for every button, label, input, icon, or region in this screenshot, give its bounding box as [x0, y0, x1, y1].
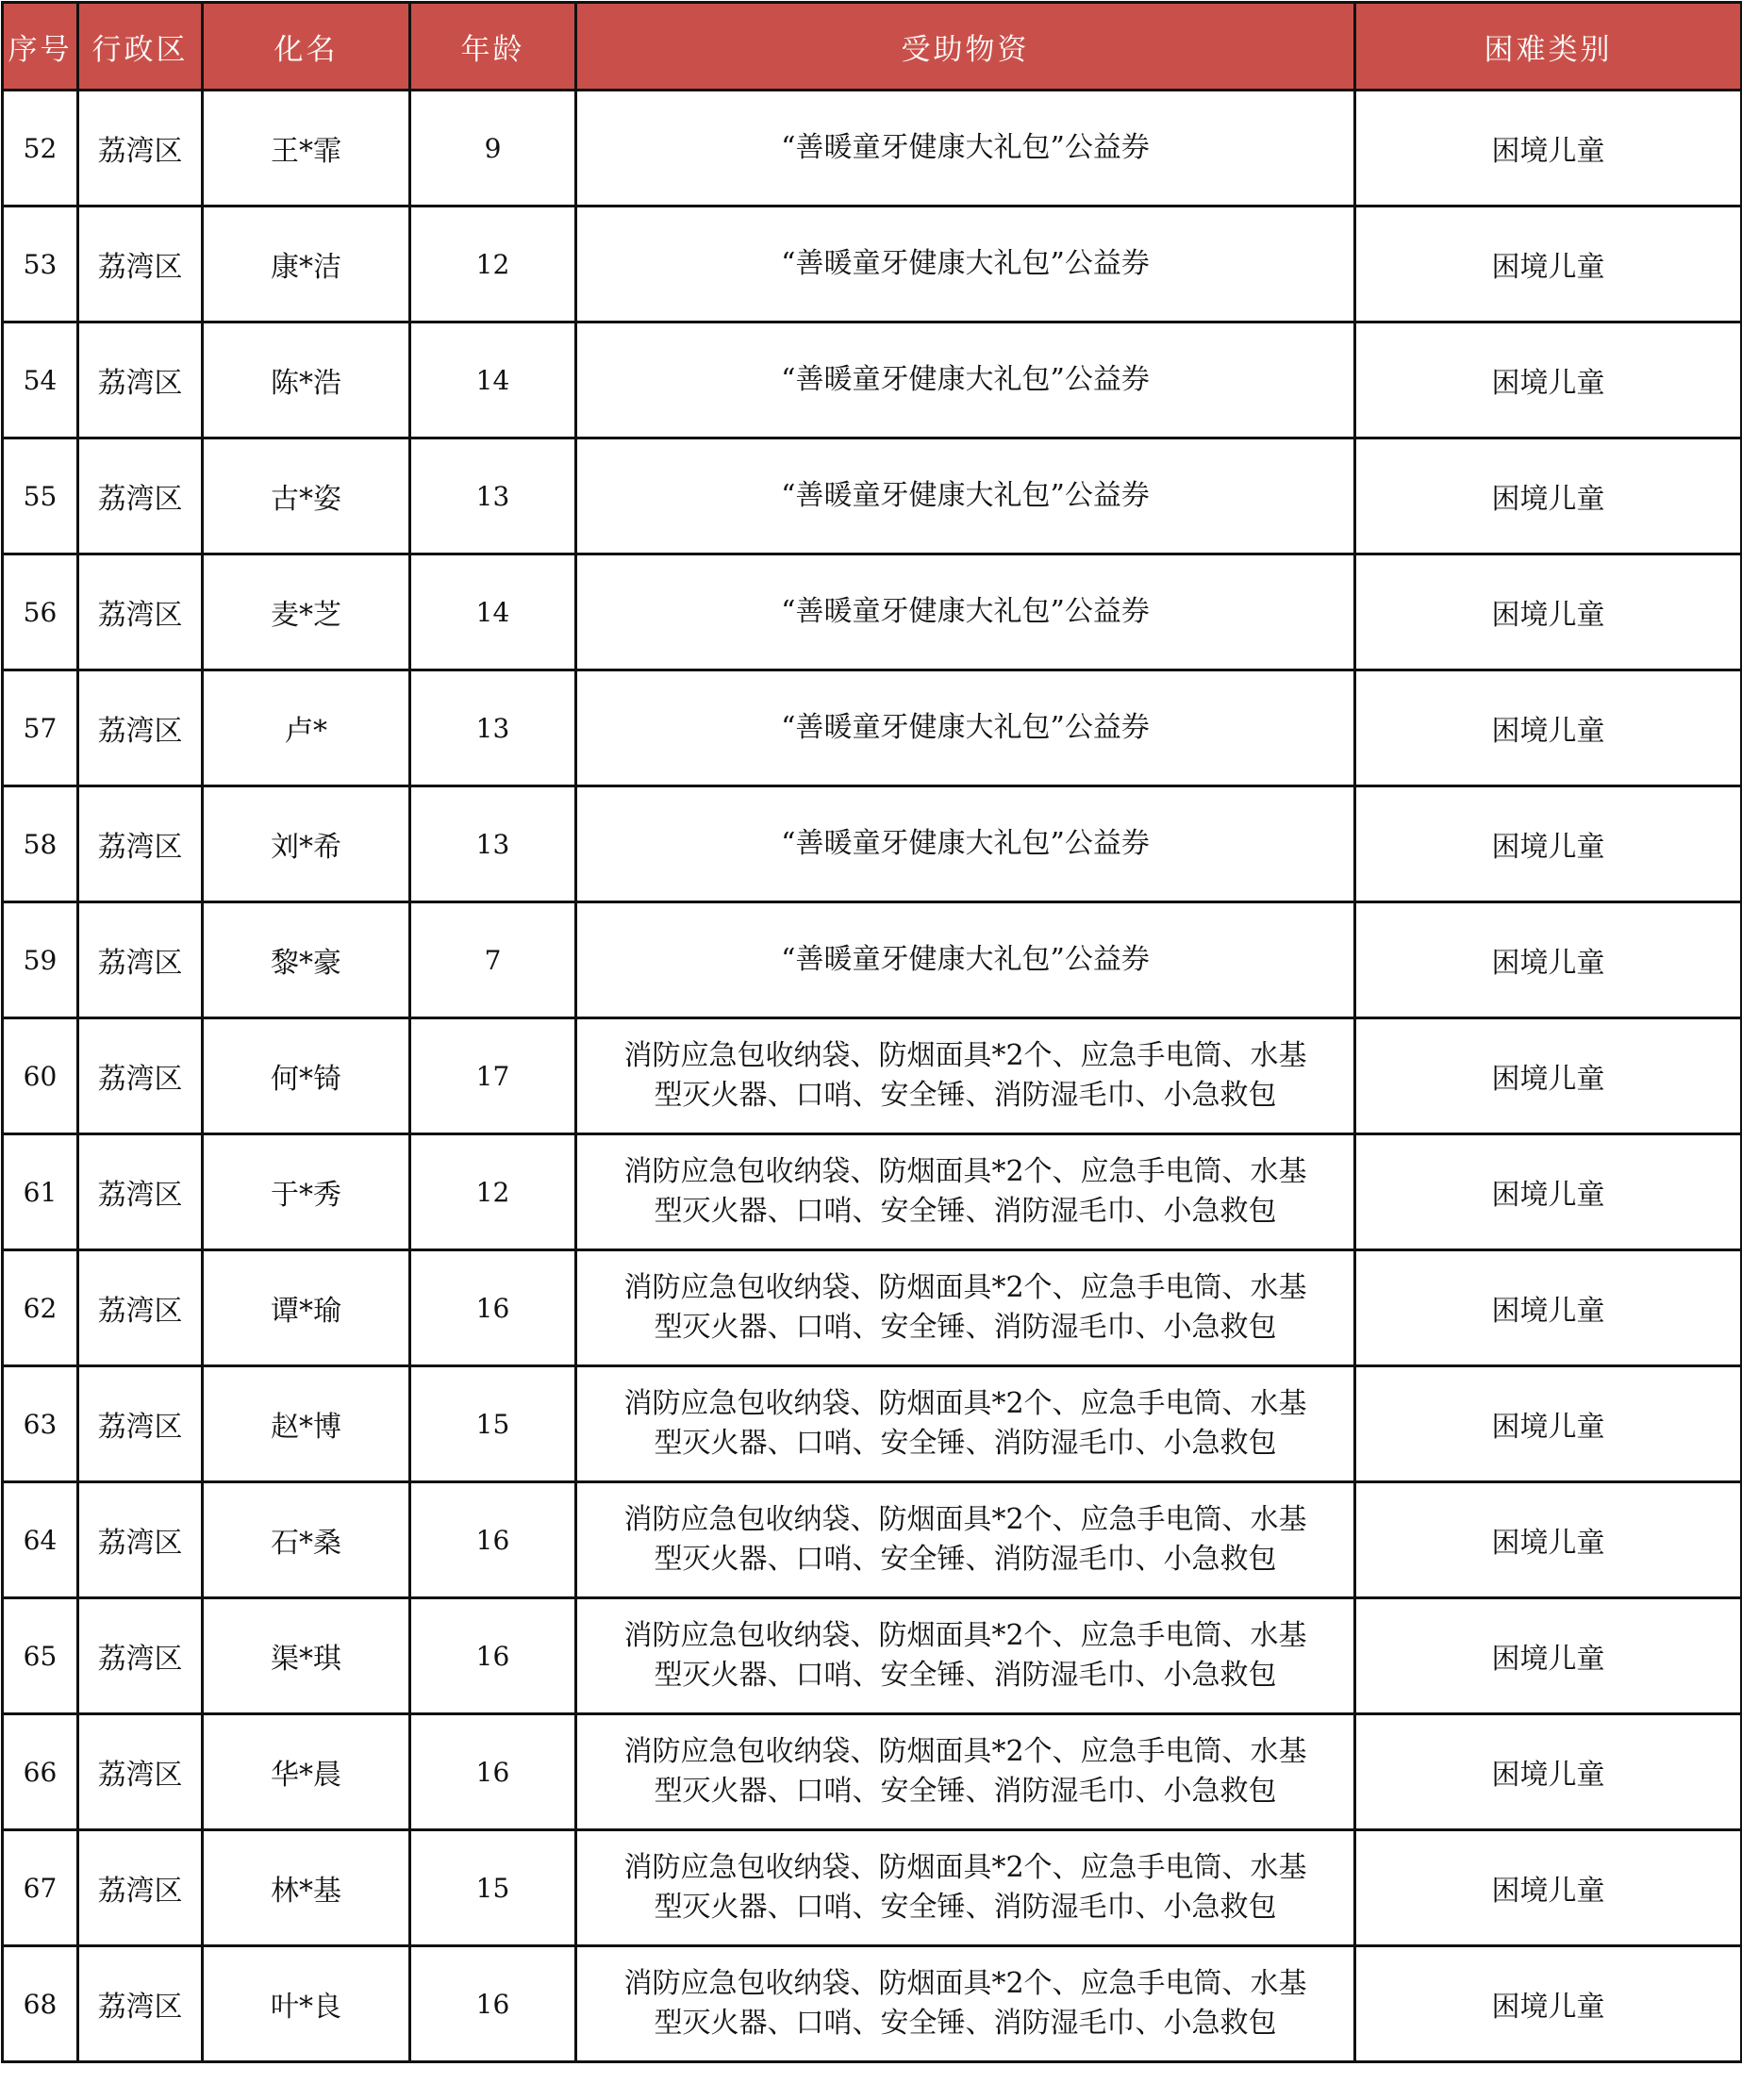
cell-category: 困境儿童 — [1355, 1598, 1742, 1714]
cell-age: 13 — [410, 438, 576, 554]
cell-age: 9 — [410, 91, 576, 207]
cell-alias: 刘*希 — [203, 786, 410, 902]
cell-items — [576, 322, 1355, 438]
items-line-1: “善暖童牙健康大礼包”公益券 — [781, 479, 1150, 512]
header-age: 年龄 — [410, 3, 576, 91]
cell-items — [576, 1714, 1355, 1830]
cell-age: 16 — [410, 1946, 576, 2062]
table-body — [3, 91, 1742, 2062]
cell-category: 困境儿童 — [1355, 438, 1742, 554]
cell-age: 12 — [410, 1134, 576, 1250]
table-row — [3, 1714, 1742, 1830]
cell-district: 荔湾区 — [78, 1134, 203, 1250]
items-line-2: 型灭火器、口哨、安全锤、消防湿毛巾、小急救包 — [654, 1775, 1277, 1808]
cell-seq: 56 — [3, 554, 78, 670]
table-row — [3, 902, 1742, 1018]
cell-items — [576, 207, 1355, 322]
items-line-1: 消防应急包收纳袋、防烟面具*2个、应急手电筒、水基 — [623, 1851, 1307, 1884]
items-line-2: 型灭火器、口哨、安全锤、消防湿毛巾、小急救包 — [654, 1891, 1277, 1924]
cell-category: 困境儿童 — [1355, 1250, 1742, 1366]
cell-seq: 61 — [3, 1134, 78, 1250]
cell-category: 困境儿童 — [1355, 91, 1742, 207]
items-line-1: “善暖童牙健康大礼包”公益券 — [781, 131, 1150, 164]
items-line-2: 型灭火器、口哨、安全锤、消防湿毛巾、小急救包 — [654, 2007, 1277, 2040]
cell-seq: 64 — [3, 1482, 78, 1598]
cell-alias: 林*基 — [203, 1830, 410, 1946]
cell-alias: 麦*芝 — [203, 554, 410, 670]
cell-alias: 何*锜 — [203, 1018, 410, 1134]
table-row — [3, 1250, 1742, 1366]
header-district: 行政区 — [78, 3, 203, 91]
items-line-1: 消防应急包收纳袋、防烟面具*2个、应急手电筒、水基 — [623, 1503, 1307, 1536]
cell-age: 16 — [410, 1250, 576, 1366]
header-category: 困难类别 — [1355, 3, 1742, 91]
header-row — [3, 3, 1742, 91]
cell-category: 困境儿童 — [1355, 1366, 1742, 1482]
table-row — [3, 1598, 1742, 1714]
cell-items — [576, 1250, 1355, 1366]
cell-seq: 68 — [3, 1946, 78, 2062]
cell-alias: 于*秀 — [203, 1134, 410, 1250]
cell-district: 荔湾区 — [78, 554, 203, 670]
cell-alias: 古*姿 — [203, 438, 410, 554]
items-line-2: 型灭火器、口哨、安全锤、消防湿毛巾、小急救包 — [654, 1659, 1277, 1692]
items-line-2: 型灭火器、口哨、安全锤、消防湿毛巾、小急救包 — [654, 1311, 1277, 1344]
cell-items — [576, 1018, 1355, 1134]
cell-seq: 60 — [3, 1018, 78, 1134]
cell-age: 15 — [410, 1830, 576, 1946]
cell-category: 困境儿童 — [1355, 1830, 1742, 1946]
header-seq: 序号 — [3, 3, 78, 91]
table-row — [3, 1018, 1742, 1134]
cell-seq: 62 — [3, 1250, 78, 1366]
header-alias: 化名 — [203, 3, 410, 91]
cell-items — [576, 1366, 1355, 1482]
cell-category: 困境儿童 — [1355, 554, 1742, 670]
items-line-1: “善暖童牙健康大礼包”公益券 — [781, 247, 1150, 280]
items-line-1: 消防应急包收纳袋、防烟面具*2个、应急手电筒、水基 — [623, 1619, 1307, 1652]
cell-alias: 石*桑 — [203, 1482, 410, 1598]
cell-category: 困境儿童 — [1355, 1018, 1742, 1134]
cell-age: 16 — [410, 1714, 576, 1830]
items-line-1: “善暖童牙健康大礼包”公益券 — [781, 363, 1150, 396]
cell-category: 困境儿童 — [1355, 1482, 1742, 1598]
cell-items — [576, 554, 1355, 670]
cell-age: 14 — [410, 554, 576, 670]
cell-seq: 52 — [3, 91, 78, 207]
table-row — [3, 1134, 1742, 1250]
cell-district: 荔湾区 — [78, 322, 203, 438]
cell-district: 荔湾区 — [78, 1830, 203, 1946]
cell-items — [576, 1946, 1355, 2062]
cell-alias: 赵*博 — [203, 1366, 410, 1482]
cell-district: 荔湾区 — [78, 438, 203, 554]
table-row — [3, 1830, 1742, 1946]
cell-alias: 谭*瑜 — [203, 1250, 410, 1366]
cell-category: 困境儿童 — [1355, 207, 1742, 322]
cell-district: 荔湾区 — [78, 902, 203, 1018]
cell-alias: 卢* — [203, 670, 410, 786]
cell-seq: 65 — [3, 1598, 78, 1714]
table-row — [3, 1482, 1742, 1598]
cell-age: 13 — [410, 786, 576, 902]
cell-district: 荔湾区 — [78, 1250, 203, 1366]
cell-district: 荔湾区 — [78, 1598, 203, 1714]
cell-items — [576, 1482, 1355, 1598]
cell-seq: 58 — [3, 786, 78, 902]
table-row — [3, 786, 1742, 902]
table-row — [3, 1366, 1742, 1482]
items-line-1: “善暖童牙健康大礼包”公益券 — [781, 711, 1150, 744]
cell-age: 7 — [410, 902, 576, 1018]
cell-seq: 67 — [3, 1830, 78, 1946]
cell-items — [576, 438, 1355, 554]
cell-alias: 陈*浩 — [203, 322, 410, 438]
items-line-1: 消防应急包收纳袋、防烟面具*2个、应急手电筒、水基 — [623, 1155, 1307, 1188]
items-line-2: 型灭火器、口哨、安全锤、消防湿毛巾、小急救包 — [654, 1195, 1277, 1228]
cell-district: 荔湾区 — [78, 786, 203, 902]
cell-district: 荔湾区 — [78, 91, 203, 207]
table-row — [3, 322, 1742, 438]
cell-seq: 66 — [3, 1714, 78, 1830]
items-line-2: 型灭火器、口哨、安全锤、消防湿毛巾、小急救包 — [654, 1079, 1277, 1112]
table-row — [3, 1946, 1742, 2062]
items-line-1: “善暖童牙健康大礼包”公益券 — [781, 943, 1150, 976]
cell-items — [576, 1134, 1355, 1250]
items-line-1: “善暖童牙健康大礼包”公益券 — [781, 827, 1150, 860]
cell-alias: 华*晨 — [203, 1714, 410, 1830]
items-line-1: 消防应急包收纳袋、防烟面具*2个、应急手电筒、水基 — [623, 1735, 1307, 1768]
items-line-2: 型灭火器、口哨、安全锤、消防湿毛巾、小急救包 — [654, 1543, 1277, 1576]
items-line-1: 消防应急包收纳袋、防烟面具*2个、应急手电筒、水基 — [623, 1039, 1307, 1072]
cell-alias: 王*霏 — [203, 91, 410, 207]
cell-category: 困境儿童 — [1355, 1946, 1742, 2062]
header-items: 受助物资 — [576, 3, 1355, 91]
cell-district: 荔湾区 — [78, 1946, 203, 2062]
cell-seq: 55 — [3, 438, 78, 554]
cell-alias: 渠*琪 — [203, 1598, 410, 1714]
cell-category: 困境儿童 — [1355, 902, 1742, 1018]
items-line-1: 消防应急包收纳袋、防烟面具*2个、应急手电筒、水基 — [623, 1387, 1307, 1420]
cell-alias: 叶*良 — [203, 1946, 410, 2062]
recipient-table — [1, 1, 1742, 2063]
cell-category: 困境儿童 — [1355, 670, 1742, 786]
cell-items — [576, 91, 1355, 207]
table-row — [3, 207, 1742, 322]
cell-category: 困境儿童 — [1355, 1134, 1742, 1250]
cell-age: 16 — [410, 1598, 576, 1714]
cell-items — [576, 902, 1355, 1018]
cell-seq: 54 — [3, 322, 78, 438]
cell-seq: 53 — [3, 207, 78, 322]
items-line-1: 消防应急包收纳袋、防烟面具*2个、应急手电筒、水基 — [623, 1271, 1307, 1304]
cell-district: 荔湾区 — [78, 1482, 203, 1598]
cell-district: 荔湾区 — [78, 1366, 203, 1482]
items-line-2: 型灭火器、口哨、安全锤、消防湿毛巾、小急救包 — [654, 1427, 1277, 1460]
cell-age: 17 — [410, 1018, 576, 1134]
items-line-1: “善暖童牙健康大礼包”公益券 — [781, 595, 1150, 628]
cell-alias: 康*洁 — [203, 207, 410, 322]
cell-district: 荔湾区 — [78, 207, 203, 322]
cell-age: 15 — [410, 1366, 576, 1482]
cell-items — [576, 670, 1355, 786]
table-row — [3, 670, 1742, 786]
cell-age: 14 — [410, 322, 576, 438]
cell-items — [576, 786, 1355, 902]
cell-items — [576, 1830, 1355, 1946]
cell-district: 荔湾区 — [78, 1714, 203, 1830]
cell-district: 荔湾区 — [78, 1018, 203, 1134]
cell-age: 13 — [410, 670, 576, 786]
cell-items — [576, 1598, 1355, 1714]
items-line-1: 消防应急包收纳袋、防烟面具*2个、应急手电筒、水基 — [623, 1967, 1307, 2000]
table-row — [3, 554, 1742, 670]
cell-district: 荔湾区 — [78, 670, 203, 786]
cell-alias: 黎*豪 — [203, 902, 410, 1018]
cell-category: 困境儿童 — [1355, 322, 1742, 438]
cell-category: 困境儿童 — [1355, 1714, 1742, 1830]
table-row — [3, 438, 1742, 554]
table-header — [3, 3, 1742, 91]
cell-category: 困境儿童 — [1355, 786, 1742, 902]
cell-seq: 63 — [3, 1366, 78, 1482]
cell-seq: 59 — [3, 902, 78, 1018]
cell-age: 16 — [410, 1482, 576, 1598]
cell-seq: 57 — [3, 670, 78, 786]
cell-age: 12 — [410, 207, 576, 322]
table-row — [3, 91, 1742, 207]
